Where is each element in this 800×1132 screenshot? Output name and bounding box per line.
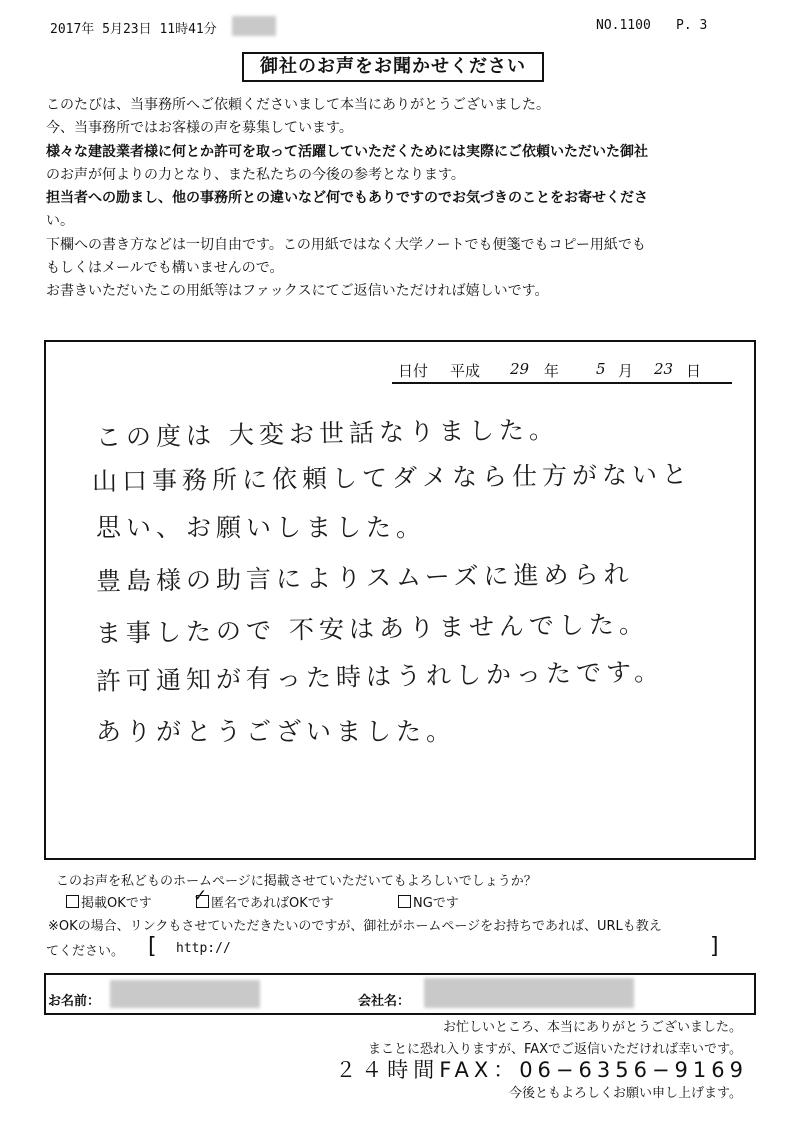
intro-line: い。 [46,213,74,230]
option-label: NGです [413,896,459,911]
bracket-left: [ [148,934,157,959]
fax-datetime: 2017年 5月23日 11時41分 [50,22,217,37]
checkbox-checked[interactable] [193,886,209,908]
date-year-unit: 年 [544,362,560,380]
checkbox[interactable] [66,895,79,908]
url-field[interactable]: http:// [176,941,231,956]
date-line [392,360,732,384]
fax-header [0,18,800,38]
intro-line: お書きいただいたこの用紙等はファックスにてご返信いただければ嬉しいです。 [46,283,549,300]
redacted-sender [232,16,276,36]
date-day: 23 [654,360,674,378]
date-year: 29 [510,360,530,378]
intro-line: 様々な建設業者様に何とか許可を取って活躍していただくためには実際にご依頼いただいた御社 [46,143,648,160]
comment-line: 山口事務所に依頼してダメなら仕方がないと [91,459,693,496]
closing-text: 今後ともよろしくお願い申し上げます。 [509,1086,742,1101]
checkmark-icon: ✓ [193,886,208,906]
option-label: 掲載OKです [81,896,152,911]
option-publish-ok[interactable] [66,892,152,912]
date-label: 日付 [398,362,429,380]
comment-line: ありがとうございました。 [96,717,457,746]
comment-line: 許可通知が有った時はうれしかったです。 [95,657,665,696]
date-month: 5 [596,360,606,378]
intro-line: 下欄への書き方などは一切自由です。この用紙ではなく大学ノートでも便箋でもコピー用紙でも [46,236,646,253]
comment-line: ま事したので 不安はありませんでした。 [95,609,650,648]
comment-line: 豊島様の助言によりスムーズに進められ [95,559,634,596]
publish-question: このお声を私どものホームページに掲載させていただいてもよろしいでしょうか？ [56,874,537,889]
intro-line: のお声が何よりの力となり、また私たちの今後の参考となります。 [46,166,465,183]
option-label: 匿名であればOKです [211,896,334,911]
intro-line: もしくはメールでも構いませんので。 [46,260,284,277]
intro-line: 担当者への励まし、他の事務所との違いなど何でもありですのでお気づきのことをお寄せくださ [46,190,648,207]
option-anonymous-ok[interactable] [193,886,334,912]
fax-number: NO.1100 [596,18,651,33]
date-era: 平成 [450,362,481,380]
option-ng[interactable] [398,892,459,912]
fax-number-line: ２４時間FAX：06−6356−9169 [335,1058,748,1082]
link-note-end: てください。 [46,944,125,959]
intro-text [46,94,766,304]
fax-page: P. 3 [676,18,708,33]
comment-line: この度は 大変お世話なりました。 [95,414,560,452]
bracket-right: ] [710,934,719,959]
reply-request: まことに恐れ入りますが、FAXでご返信いただければ幸いです。 [367,1042,742,1057]
checkbox[interactable] [398,895,411,908]
redacted-name [110,980,260,1008]
name-label: お名前： [48,994,101,1009]
date-day-unit: 日 [686,362,702,380]
redacted-company [424,978,634,1008]
company-label: 会社名： [358,994,411,1009]
intro-line: 今、当事務所ではお客様の声を募集しています。 [46,120,353,137]
link-note: ※OKの場合、リンクもさせていただきたいのですが、御社がホームページをお持ちであれば、URLも教え [48,919,662,934]
thanks-text: お忙しいところ、本当にありがとうございました。 [442,1020,742,1035]
date-month-unit: 月 [618,362,634,380]
form-title: 御社のお声をお聞かせください [242,52,544,82]
intro-line: このたびは、当事務所へご依頼くださいまして本当にありがとうございました。 [46,97,550,113]
comment-line: 思い、お願いしました。 [96,513,427,542]
